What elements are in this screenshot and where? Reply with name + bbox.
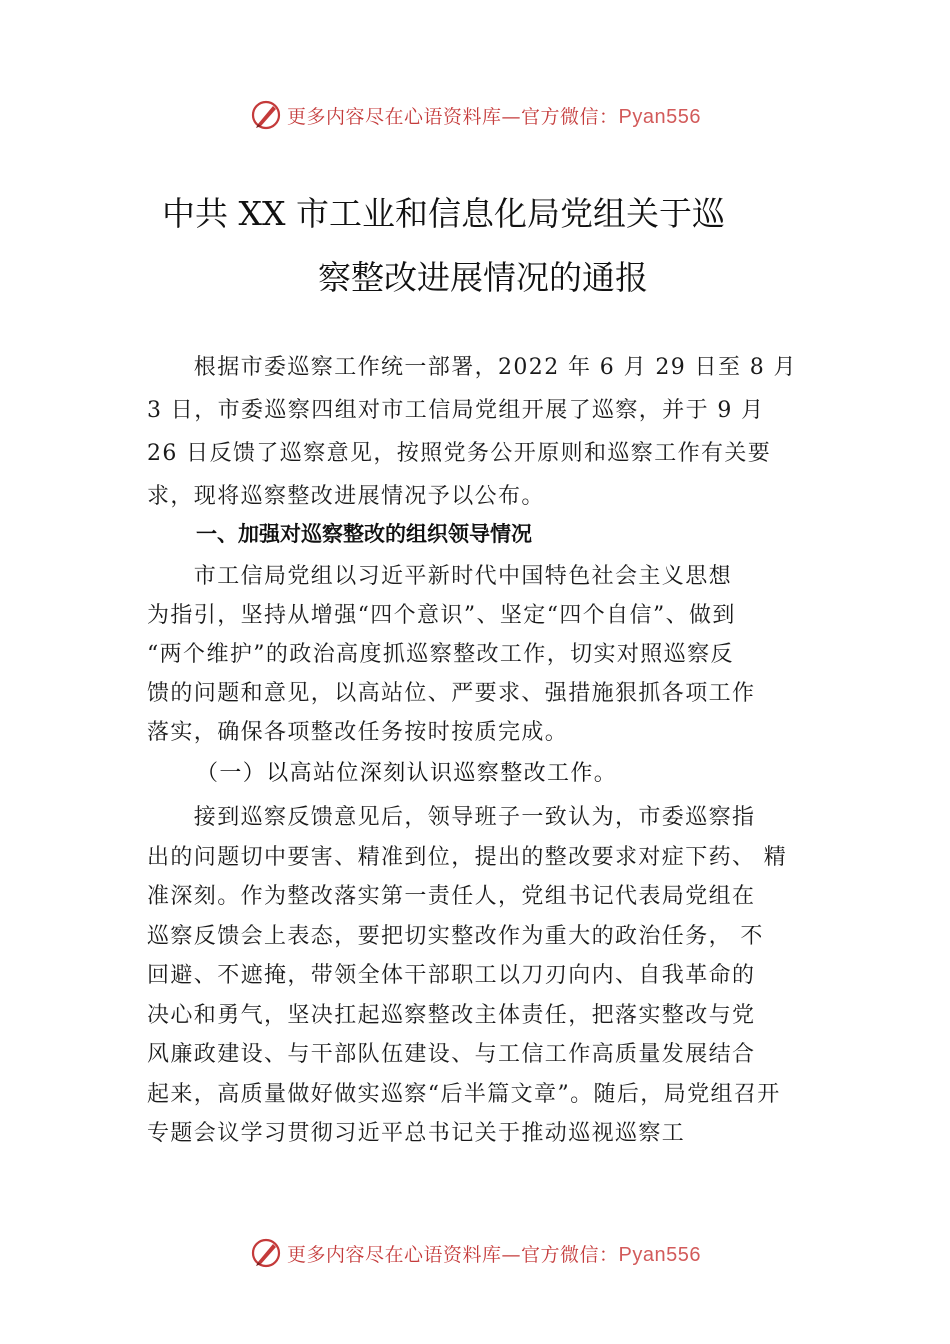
subsection-1-line-7: 风廉政建设、与干部队伍建设、与工信工作高质量发展结合	[147, 1042, 756, 1067]
intro-line-4: 求，现将巡察整改进展情况予以公布。	[147, 484, 545, 509]
subsection-1-line-9: 专题会议学习贯彻习近平总书记关于推动巡视巡察工	[147, 1121, 686, 1146]
watermark-site-text: 更多内容尽在心语资料库—	[287, 1243, 522, 1266]
watermark-wechat-id: Pyan556	[618, 1243, 701, 1266]
intro-line-1: 根据市委巡察工作统一部署，2022 年 6 月 29 日至 8 月	[147, 355, 797, 380]
subsection-1-line-2: 出的问题切中要害、精准到位，提出的整改要求对症下药、 精	[147, 845, 788, 870]
watermark-wechat-id: Pyan556	[618, 105, 701, 128]
subsection-1-line-3: 准深刻。作为整改落实第一责任人，党组书记代表局党组在	[147, 884, 756, 909]
subsection-1-line-5: 回避、不遮掩，带领全体干部职工以刀刃向内、自我革命的	[147, 963, 756, 988]
subsection-1-line-6: 决心和勇气，坚决扛起巡察整改主体责任，把落实整改与党	[147, 1003, 756, 1028]
intro-line-2: 3 日，市委巡察四组对市工信局党组开展了巡察，并于 9 月	[147, 398, 765, 423]
watermark-site-text: 更多内容尽在心语资料库—	[287, 105, 522, 128]
document-title-line-2: 察整改进展情况的通报	[318, 258, 648, 297]
subsection-1-line-4: 巡察反馈会上表态，要把切实整改作为重大的政治任务， 不	[147, 924, 764, 949]
watermark-text	[287, 102, 701, 129]
intro-line-3: 26 日反馈了巡察意见，按照党务公开原则和巡察工作有关要	[147, 441, 772, 466]
pen-circle-logo-icon	[249, 98, 283, 132]
footer-watermark	[0, 1233, 950, 1273]
section-1-heading: 一、加强对巡察整改的组织领导情况	[196, 522, 532, 546]
watermark-wechat-label: 官方微信：	[521, 1243, 619, 1266]
section-1-line-5: 落实，确保各项整改任务按时按质完成。	[147, 720, 569, 745]
subsection-1-heading: （一）以高站位深刻认识巡察整改工作。	[196, 761, 618, 786]
subsection-1-line-1: 接到巡察反馈意见后，领导班子一致认为，市委巡察指	[147, 805, 756, 830]
document-title-line-1: 中共 XX 市工业和信息化局党组关于巡	[162, 194, 725, 233]
watermark-text	[287, 1240, 701, 1267]
section-1-line-3: “两个维护”的政治高度抓巡察整改工作，切实对照巡察反	[147, 642, 734, 667]
section-1-line-1: 市工信局党组以习近平新时代中国特色社会主义思想	[147, 564, 733, 589]
watermark-wechat-label: 官方微信：	[521, 105, 619, 128]
pen-circle-logo-icon	[249, 1236, 283, 1270]
section-1-line-2: 为指引，坚持从增强“四个意识”、坚定“四个自信”、做到	[147, 603, 736, 628]
section-1-line-4: 馈的问题和意见，以高站位、严要求、强措施狠抓各项工作	[147, 681, 756, 706]
header-watermark	[0, 95, 950, 135]
subsection-1-line-8: 起来，高质量做好做实巡察“后半篇文章”。随后，局党组召开	[147, 1082, 781, 1107]
